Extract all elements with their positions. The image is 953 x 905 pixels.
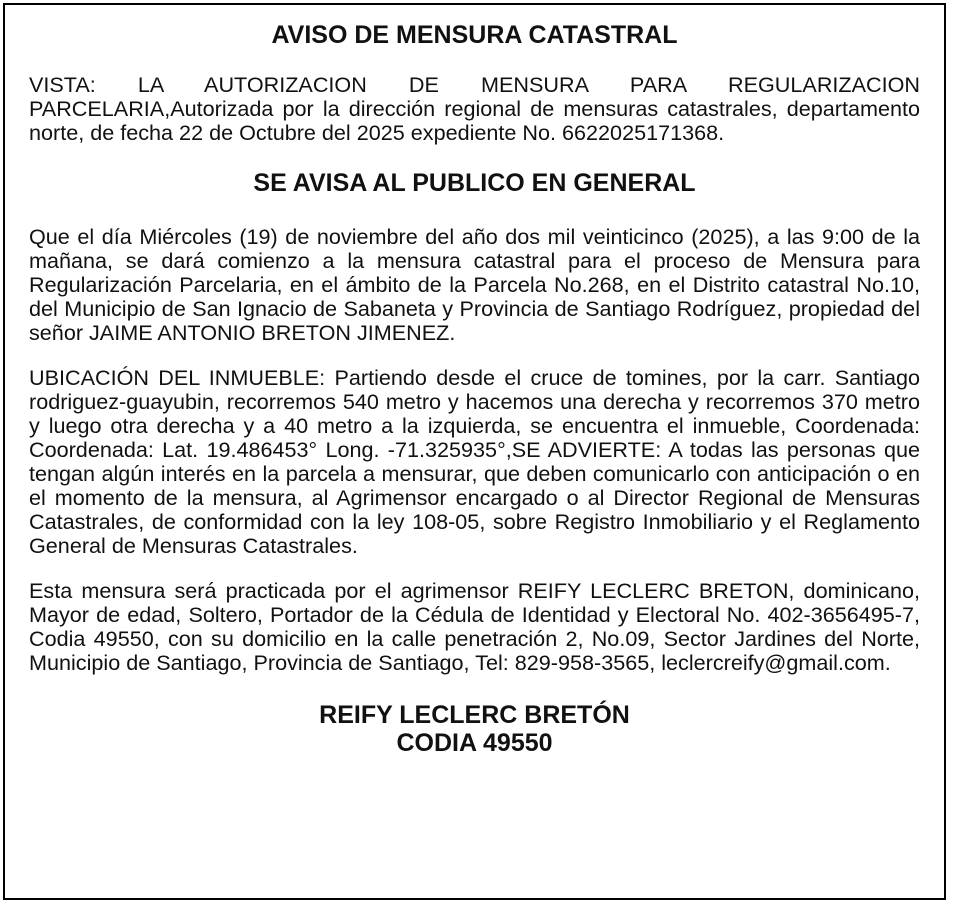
signature-codia: CODIA 49550 (396, 729, 553, 757)
notice-box (3, 3, 946, 900)
location-paragraph: UBICACIÓN DEL INMUEBLE: Partiendo desde el cruce de tomines, por la carr. Santiago rodriguez-guayubin, recorremos 540 metro y hacemos una derecha y recorremos 370 metro y luego otra derecha y a 40 metro a la izquierda, se encuentra el inmueble, Coordenada: Coordenada: Lat. 19.486453° Long. -71.325935°,SE ADVIERTE: A todas las personas que tengan algún interés en la parcela a mensurar, que deben comunicarlo con anticipación o en el momento de la mensura, al Agrimensor encargado o al Director Regional de Mensuras Catastrales, de conformidad con la ley 108-05, sobre Registro Inmobiliario y el Reglamento General de Mensuras Catastrales. (29, 365, 920, 558)
vista-paragraph: VISTA: LA AUTORIZACION DE MENSURA PARA REGULARIZACION PARCELARIA,Autorizada por la dirección regional de mensuras catastrales, departamento norte, de fecha 22 de Octubre del 2025 expediente No. 6622025171368. (29, 72, 920, 145)
notice-subtitle: SE AVISA AL PUBLICO EN GENERAL (253, 169, 696, 197)
surveyor-paragraph: Esta mensura será practicada por el agrimensor REIFY LECLERC BRETON, dominicano, Mayor de edad, Soltero, Portador de la Cédula de Identidad y Electoral No. 402-3656495-7, Codia 49550, con su domicilio en la calle penetración 2, No.09, Sector Jardines del Norte, Municipio de Santiago, Provincia de Santiago, Tel: 829-958-3565, leclercreify@gmail.com. (29, 578, 920, 675)
notice-content (29, 5, 920, 757)
announcement-paragraph: Que el día Miércoles (19) de noviembre del año dos mil veinticinco (2025), a las 9:00 de la mañana, se dará comienzo a la mensura catastral para el proceso de Mensura para Regularización Parcelaria, en el ámbito de la Parcela No.268, en el Distrito catastral No.10, del Municipio de San Ignacio de Sabaneta y Provincia de Santiago Rodríguez, propiedad del señor JAIME ANTONIO BRETON JIMENEZ. (29, 224, 920, 345)
signature-name: REIFY LECLERC BRETÓN (319, 701, 630, 729)
notice-title: AVISO DE MENSURA CATASTRAL (271, 21, 678, 49)
